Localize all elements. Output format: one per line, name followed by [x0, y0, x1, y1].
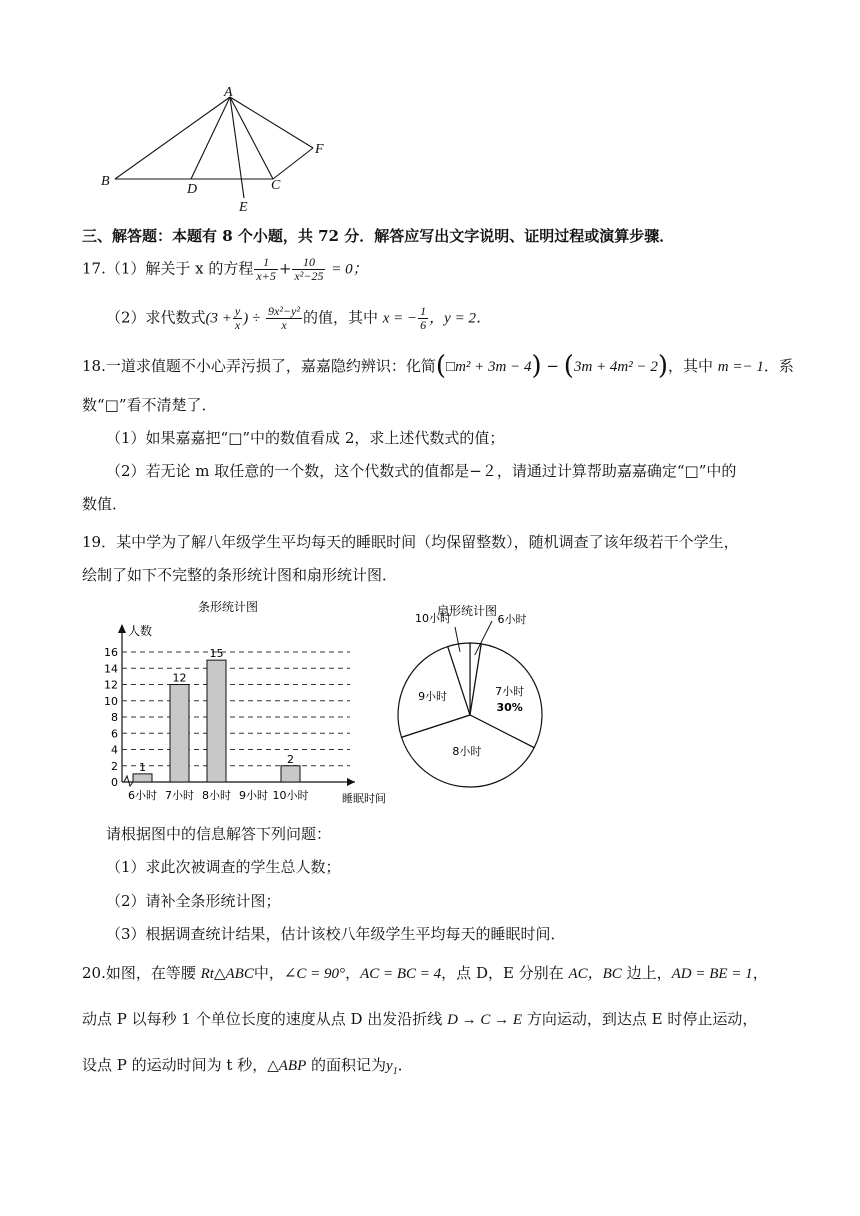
q17-part1: 17.（1）解关于 x 的方程 $\frac{1}{x+5}$ + $\frac{10}{\text{x²−25}}$ = 0；	[82, 255, 368, 283]
q20-line3: 设点 P 的运动时间为 t 秒，△ABP 的面积记为$y_1$．	[82, 1056, 413, 1077]
segment-ba	[115, 97, 230, 179]
q19-line1: 19．某中学为了解八年级学生平均每天的睡眠时间（均保留整数），随机调查了该年级若干个学生，	[82, 533, 739, 551]
q19-prompt: 请根据图中的信息解答下列问题：	[106, 825, 332, 843]
q18-part1: （1）如果嘉嘉把“□”中的数值看成 2，求上述代数式的值；	[106, 429, 505, 447]
x-category-label: 9小时	[239, 789, 268, 802]
pie-chart	[395, 595, 565, 810]
q17-fraction-1: $\frac{1}{x+5}$	[256, 255, 276, 283]
q19-part1: （1）求此次被调查的学生总人数；	[106, 858, 341, 876]
y-tick-label: 6	[111, 727, 118, 741]
y-tick-label: 0	[111, 776, 118, 789]
q19-part2: （2）请补全条形统计图；	[106, 892, 281, 910]
q17-part2: （2）求代数式(3 + $\frac{y}{x}$ ) ÷ $\frac{\text{9x²−y²}}{x}$ 的值，其中 x = − $\frac{1}{6}$ ，y = 2．	[106, 304, 491, 332]
pie-label-7h: 7小时	[495, 684, 525, 698]
bar-chart-ylabel: 人数	[128, 624, 153, 638]
y-tick-label: 16	[104, 646, 118, 659]
pie-label-8h: 8小时	[452, 744, 482, 758]
bar-chart-xlabel: 睡眠时间	[342, 792, 386, 805]
q19-part3: （3）根据调查统计结果，估计该校八年级学生平均每天的睡眠时间．	[106, 925, 566, 943]
q18-line2: 数“□”看不清楚了．	[82, 396, 217, 414]
pie-label-6h: 6小时	[497, 613, 527, 626]
bar	[133, 774, 152, 782]
label-b: B	[101, 174, 110, 189]
section-heading: 三、解答题：本题有 8 个小题，共 72 分．解答应写出文字说明、证明过程或演算步骤．	[82, 227, 675, 245]
bar-chart-title: 条形统计图	[197, 600, 259, 614]
q17-fraction-2: $\frac{10}{\text{x²−25}}$	[294, 255, 324, 283]
q17-p1-text: （1）解关于 x 的方程	[105, 259, 254, 278]
geometry-figure	[95, 85, 340, 215]
y-axis-arrow	[118, 624, 126, 633]
bar-value-label: 1	[139, 760, 146, 774]
y-tick-label: 4	[111, 743, 118, 757]
x-category-label: 10小时	[272, 789, 309, 802]
q18-part2-cont: 数值．	[82, 495, 128, 513]
bar	[207, 660, 226, 782]
y-tick-label: 12	[104, 678, 118, 692]
pie-chart-title: 扇形统计图	[436, 604, 498, 618]
bar-chart	[100, 595, 410, 810]
segment-ac	[230, 97, 273, 179]
bar	[281, 766, 300, 782]
q20-line2: 动点 P 以每秒 1 个单位长度的速度从点 D 出发沿折线 D → C → E 方向运动，到达点 E 时停止运动，	[82, 1010, 758, 1028]
bar-value-label: 15	[209, 647, 224, 661]
q17-number: 17.	[82, 259, 106, 278]
bar-value-label: 12	[172, 671, 187, 685]
pie-label-9h: 9小时	[418, 689, 448, 703]
y-tick-label: 8	[111, 711, 118, 724]
segment-cf	[273, 148, 313, 179]
bar-value-label: 2	[287, 752, 294, 766]
y-tick-label: 2	[111, 759, 118, 773]
segment-ad	[191, 97, 230, 179]
q19-line2: 绘制了如下不完整的条形统计图和扇形统计图．	[82, 566, 398, 584]
label-a: A	[224, 85, 233, 100]
pie-label-10h: 10小时	[415, 612, 451, 625]
bar	[170, 685, 189, 783]
axis-break	[124, 776, 133, 786]
segment-ae	[230, 97, 244, 198]
label-e: E	[239, 200, 248, 215]
q18-line1: 18.一道求值题不小心弄污损了，嘉嘉隐约辨识：化简(□m² + 3m − 4) − (3m + 4m² − 2)，其中 m =− 1．系	[82, 351, 794, 381]
q18-part2: （2）若无论 m 取任意的一个数，这个代数式的值都是−２，请通过计算帮助嘉嘉确定“□”中的	[106, 462, 737, 480]
x-axis-arrow	[347, 778, 355, 786]
segment-af	[230, 97, 313, 148]
y-tick-label: 14	[104, 662, 118, 676]
label-f: F	[315, 142, 324, 157]
pie-percent-7h: 30%	[496, 700, 523, 714]
x-category-label: 8小时	[202, 789, 231, 802]
x-category-label: 6小时	[128, 789, 157, 802]
label-c: C	[271, 178, 281, 193]
x-category-label: 7小时	[165, 789, 194, 802]
label-d: D	[187, 182, 198, 197]
q20-line1: 20.如图，在等腰 Rt△ABC中，∠C = 90°，AC = BC = 4，点 D，E 分别在 AC，BC 边上，AD = BE = 1，	[82, 964, 768, 982]
y-tick-label: 10	[104, 694, 118, 708]
